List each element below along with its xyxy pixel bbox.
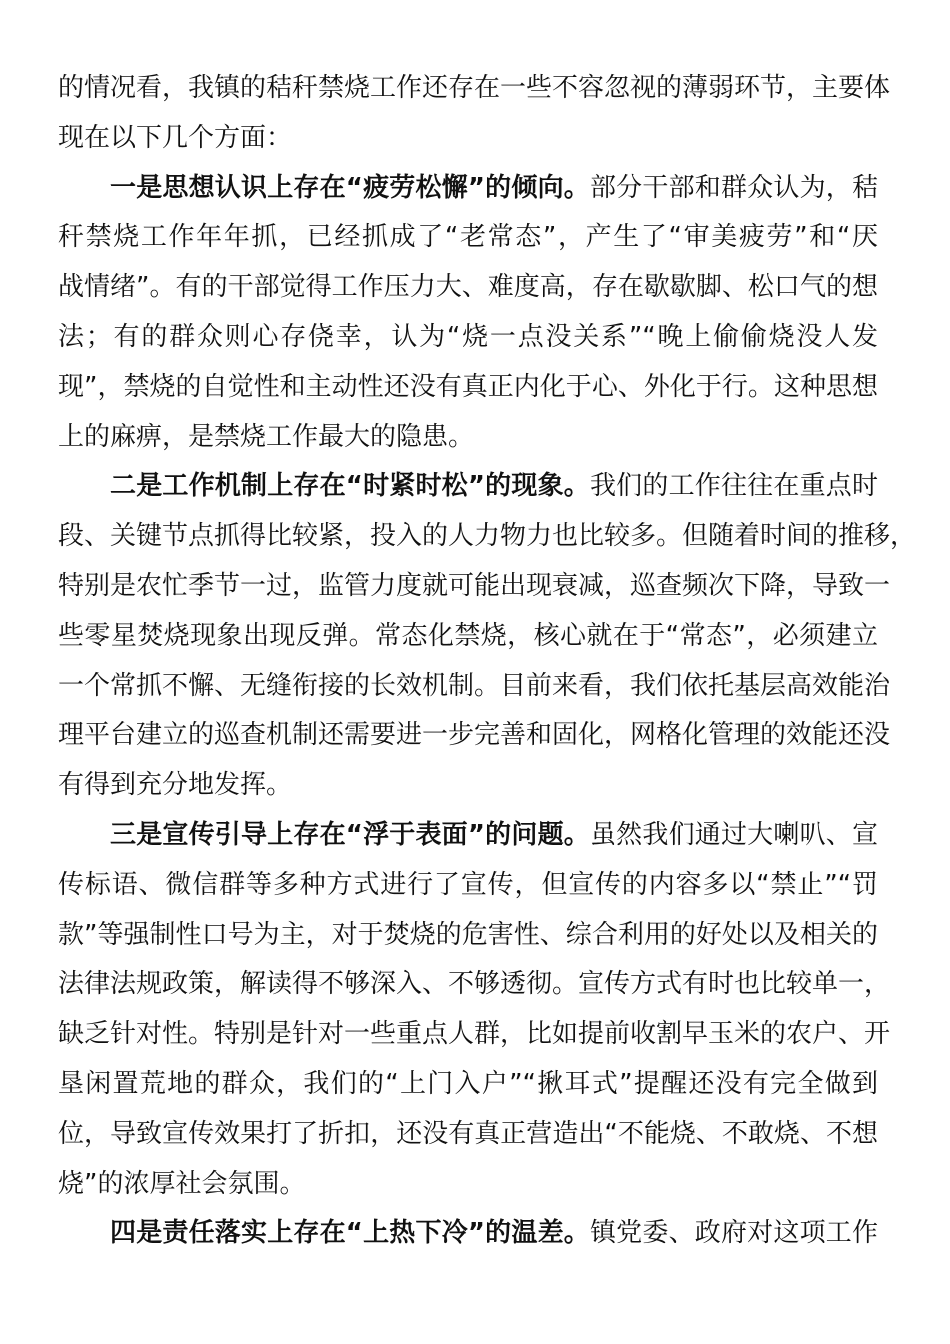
text-line-12 — [58, 612, 878, 662]
text-line-4 — [58, 213, 878, 263]
paragraph-heading-2 — [58, 462, 878, 512]
line-text: 传标语、微信群等多种方式进行了宣传，但宣传的内容多以“禁止”“罚 — [58, 869, 878, 900]
text-line-6 — [58, 313, 878, 363]
heading-text: 三是宣传引导上存在“浮于表面”的问题。 — [110, 819, 590, 850]
line-text: 法；有的群众则心存侥幸，认为“烧一点没关系”“晚上偷偷烧没人发 — [58, 321, 878, 352]
heading-text: 二是工作机制上存在“时紧时松”的现象。 — [110, 471, 590, 502]
text-line-19 — [58, 960, 891, 1010]
line-text: 部分干部和群众认为，秸 — [589, 172, 878, 203]
line-text: 一个常抓不懈、无缝衔接的长效机制。目前来看，我们依托基层高效能治 — [58, 670, 891, 701]
line-text: 的情况看，我镇的秸秆禁烧工作还存在一些不容忽视的薄弱环节，主要体 — [58, 73, 891, 103]
line-text: 上的麻痹，是禁烧工作最大的隐患。 — [58, 421, 475, 452]
text-line-15 — [58, 761, 878, 811]
line-text: 镇党委、政府对这项工作 — [589, 1218, 878, 1249]
paragraph-heading-4 — [58, 1209, 878, 1259]
line-text: 现”，禁烧的自觉性和主动性还没有真正内化于心、外化于行。这种思想 — [58, 371, 878, 402]
text-line-1 — [58, 64, 891, 114]
line-text: 段、关键节点抓得比较紧，投入的人力物力也比较多。但随着时间的推移， — [58, 521, 917, 552]
line-text: 缺乏针对性。特别是针对一些重点人群，比如提前收割早玉米的农户、开 — [58, 1019, 891, 1050]
heading-text: 一是思想认识上存在“疲劳松懈”的倾向。 — [110, 172, 590, 203]
line-text: 烧”的浓厚社会氛围。 — [58, 1168, 306, 1199]
text-line-13 — [58, 662, 891, 712]
line-text: 理平台建立的巡查机制还需要进一步完善和固化，网格化管理的效能还没 — [58, 720, 891, 751]
text-line-11 — [58, 562, 891, 612]
paragraph-heading-1 — [58, 164, 878, 214]
line-text: 法律法规政策，解读得不够深入、不够透彻。宣传方式有时也比较单一， — [58, 969, 891, 1000]
heading-text: 四是责任落实上存在“上热下冷”的温差。 — [110, 1218, 590, 1249]
line-text: 我们的工作往往在重点时 — [589, 471, 878, 502]
line-text: 些零星焚烧现象出现反弹。常态化禁烧，核心就在于“常态”，必须建立 — [58, 620, 878, 651]
line-text: 垦闲置荒地的群众，我们的“上门入户”“揪耳式”提醒还没有完全做到 — [58, 1068, 878, 1099]
text-line-7 — [58, 363, 878, 413]
line-text: 特别是农忙季节一过，监管力度就可能出现衰减，巡查频次下降，导致一 — [58, 570, 891, 601]
text-line-21 — [58, 1060, 878, 1110]
text-line-2 — [58, 114, 878, 164]
text-line-17 — [58, 861, 878, 911]
line-text: 位，导致宣传效果打了折扣，还没有真正营造出“不能烧、不敢烧、不想 — [58, 1118, 878, 1149]
line-text: 虽然我们通过大喇叭、宣 — [589, 819, 878, 850]
text-line-20 — [58, 1010, 891, 1060]
text-line-22 — [58, 1110, 878, 1160]
paragraph-heading-3 — [58, 811, 878, 861]
text-line-10 — [58, 512, 917, 562]
text-line-18 — [58, 911, 878, 961]
document-page — [58, 64, 917, 1259]
line-text: 现在以下几个方面： — [58, 122, 293, 153]
line-text: 战情绪”。有的干部觉得工作压力大、难度高，存在歇歇脚、松口气的想 — [58, 272, 878, 303]
text-line-5 — [58, 263, 878, 313]
text-line-8 — [58, 413, 878, 463]
line-text: 秆禁烧工作年年抓，已经抓成了“老常态”，产生了“审美疲劳”和“厌 — [58, 222, 878, 253]
text-line-14 — [58, 711, 891, 761]
line-text: 有得到充分地发挥。 — [58, 770, 293, 801]
text-line-23 — [58, 1160, 878, 1210]
line-text: 款”等强制性口号为主，对于焚烧的危害性、综合利用的好处以及相关的 — [58, 919, 878, 950]
